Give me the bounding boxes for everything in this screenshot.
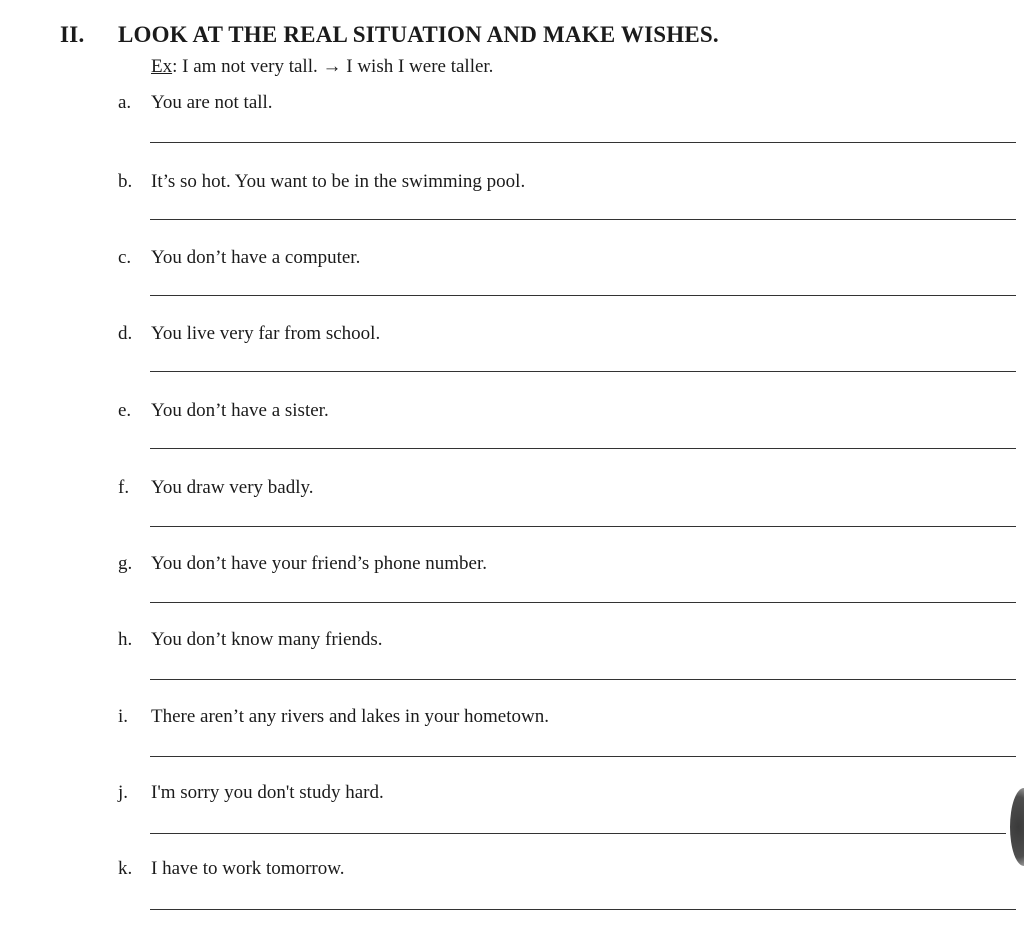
exercise-item-f <box>0 477 1024 553</box>
exercise-item-c <box>0 247 1024 323</box>
answer-line[interactable] <box>150 448 1016 449</box>
answer-line[interactable] <box>150 295 1016 296</box>
item-prompt: I have to work tomorrow. <box>151 858 345 879</box>
exercise-item-i <box>0 706 1024 782</box>
item-letter: k. <box>118 858 133 879</box>
answer-line[interactable] <box>150 371 1016 372</box>
item-prompt: You don’t have your friend’s phone number. <box>151 553 487 574</box>
exercise-item-e <box>0 400 1024 476</box>
exercise-item-a <box>0 92 1024 168</box>
item-letter: c. <box>118 247 132 268</box>
item-prompt: You live very far from school. <box>151 323 381 344</box>
exercise-item-g <box>0 553 1024 629</box>
answer-line[interactable] <box>150 602 1016 603</box>
item-letter: f. <box>118 477 130 498</box>
section-title: LOOK AT THE REAL SITUATION AND MAKE WISHES. <box>118 22 719 47</box>
answer-line[interactable] <box>150 526 1016 527</box>
item-letter: d. <box>118 323 133 344</box>
item-prompt: You don’t know many friends. <box>151 629 383 650</box>
answer-line[interactable] <box>150 219 1016 220</box>
example-label: Ex <box>151 56 173 77</box>
item-prompt: You are not tall. <box>151 92 273 113</box>
example-sentence <box>151 56 493 78</box>
exercise-item-b <box>0 171 1024 247</box>
item-letter: i. <box>118 706 129 727</box>
answer-line[interactable] <box>150 909 1016 910</box>
exercise-item-d <box>0 323 1024 399</box>
item-letter: b. <box>118 171 133 192</box>
item-letter: e. <box>118 400 132 421</box>
item-prompt: There aren’t any rivers and lakes in your hometown. <box>151 706 549 727</box>
item-prompt: You don’t have a computer. <box>151 247 361 268</box>
item-letter: a. <box>118 92 132 113</box>
item-prompt: You draw very badly. <box>151 477 314 498</box>
answer-line[interactable] <box>150 679 1016 680</box>
example-text: : I am not very tall. → I wish I were taller. <box>172 56 494 77</box>
answer-line[interactable] <box>150 756 1016 757</box>
exercise-item-h <box>0 629 1024 705</box>
exercise-item-j <box>0 782 1024 858</box>
answer-line[interactable] <box>150 833 1006 834</box>
answer-line[interactable] <box>150 142 1016 143</box>
section-number: II. <box>60 22 85 47</box>
item-letter: j. <box>118 782 129 803</box>
exercise-item-k <box>0 858 1024 934</box>
item-prompt: It’s so hot. You want to be in the swimming pool. <box>151 171 526 192</box>
item-letter: g. <box>118 553 133 574</box>
item-prompt: You don’t have a sister. <box>151 400 329 421</box>
item-letter: h. <box>118 629 133 650</box>
item-prompt: I'm sorry you don't study hard. <box>151 782 384 803</box>
